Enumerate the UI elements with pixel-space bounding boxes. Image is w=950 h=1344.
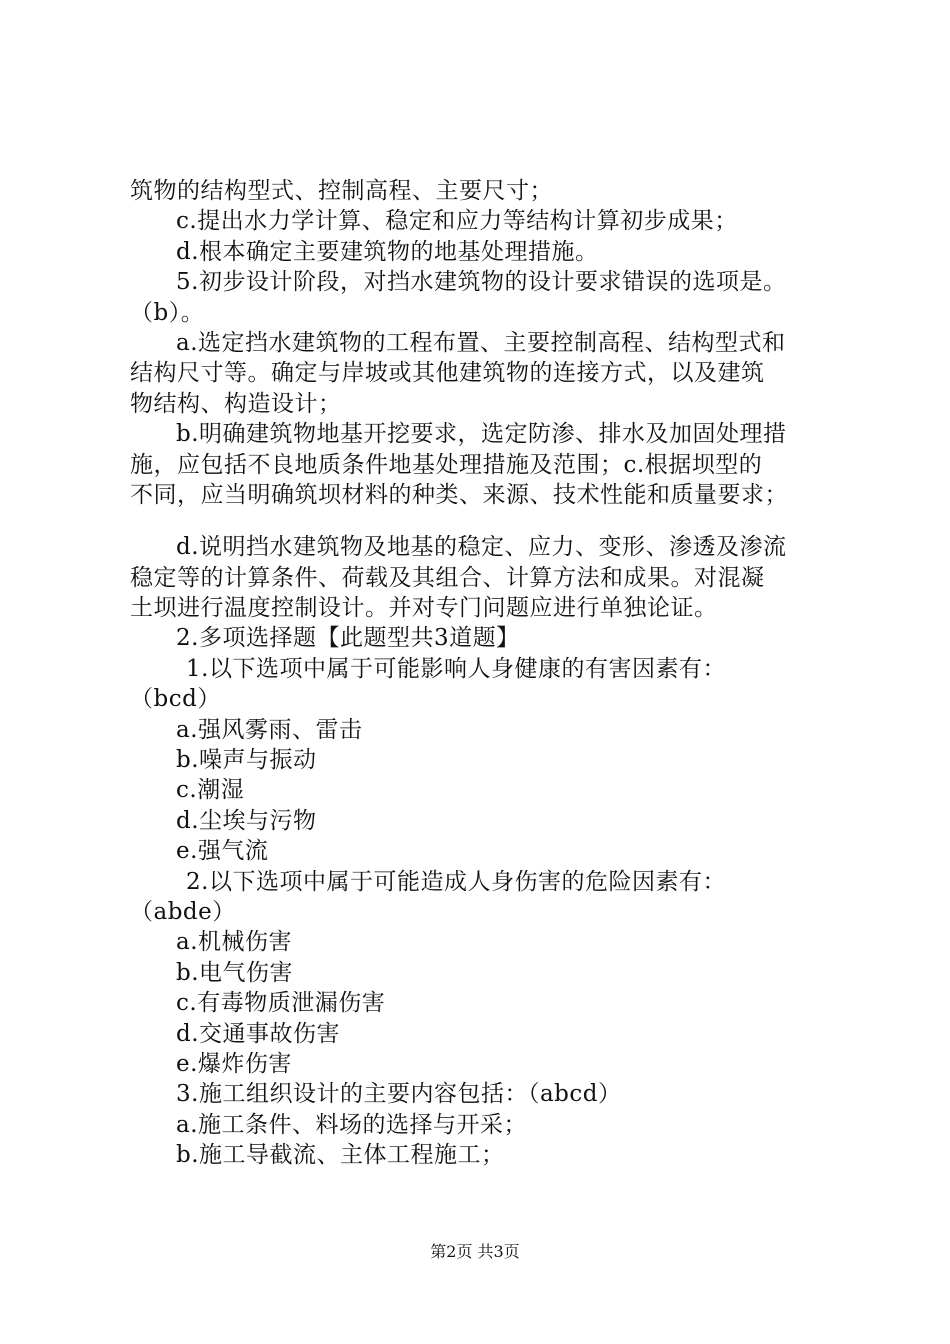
text-line: d.尘埃与污物 [176,807,317,834]
page-number-footer: 第2页 共3页 [430,1242,520,1261]
document-body [130,176,850,1171]
text-line: b.电气伤害 [176,959,294,986]
text-line: 结构尺寸等。确定与岸坡或其他建筑物的连接方式，以及建筑 [130,360,765,387]
text-line: （abde） [130,898,236,925]
text-line: 物结构、构造设计； [130,390,342,417]
text-line: b.噪声与振动 [176,747,317,774]
text-line: b.明确建筑物地基开挖要求，选定防渗、排水及加固处理措 [176,421,787,448]
text-line: （b）。 [130,299,205,326]
text-line: 施，应包括不良地质条件地基处理措施及范围；c.根据坝型的 [130,451,763,478]
text-line: 5.初步设计阶段，对挡水建筑物的设计要求错误的选项是。 [176,269,787,296]
text-line: d.根本确定主要建筑物的地基处理措施。 [176,238,599,265]
text-line: 稳定等的计算条件、荷载及其组合、计算方法和成果。对混凝 [130,564,765,591]
text-line: e.强气流 [176,838,269,865]
text-line: 不同，应当明确筑坝材料的种类、来源、技术性能和质量要求； [130,481,788,508]
text-line: d.交通事故伤害 [176,1020,341,1047]
text-line: c.有毒物质泄漏伤害 [176,990,386,1017]
text-line: 3.施工组织设计的主要内容包括：（abcd） [176,1081,622,1108]
text-line: a.选定挡水建筑物的工程布置、主要控制高程、结构型式和 [176,329,786,356]
text-line: 土坝进行温度控制设计。并对专门问题应进行单独论证。 [130,595,718,622]
text-line: （bcd） [130,686,221,713]
text-line: 2.多项选择题【此题型共3道题】 [176,625,520,652]
text-line: c.潮湿 [176,777,245,804]
text-line: a.施工条件、料场的选择与开采； [176,1111,528,1138]
text-line: e.爆炸伤害 [176,1050,292,1077]
text-line: d.说明挡水建筑物及地基的稳定、应力、变形、渗透及渗流 [176,534,787,561]
text-line: 1.以下选项中属于可能影响人身健康的有害因素有： [186,655,726,682]
text-line: 筑物的结构型式、控制高程、主要尺寸； [130,178,553,204]
text-line: c.提出水力学计算、稳定和应力等结构计算初步成果； [176,208,738,235]
text-line: a.机械伤害 [176,929,293,956]
text-line: 2.以下选项中属于可能造成人身伤害的危险因素有： [186,868,726,895]
text-line: a.强风雾雨、雷击 [176,716,363,743]
text-line: b.施工导截流、主体工程施工； [176,1142,505,1169]
